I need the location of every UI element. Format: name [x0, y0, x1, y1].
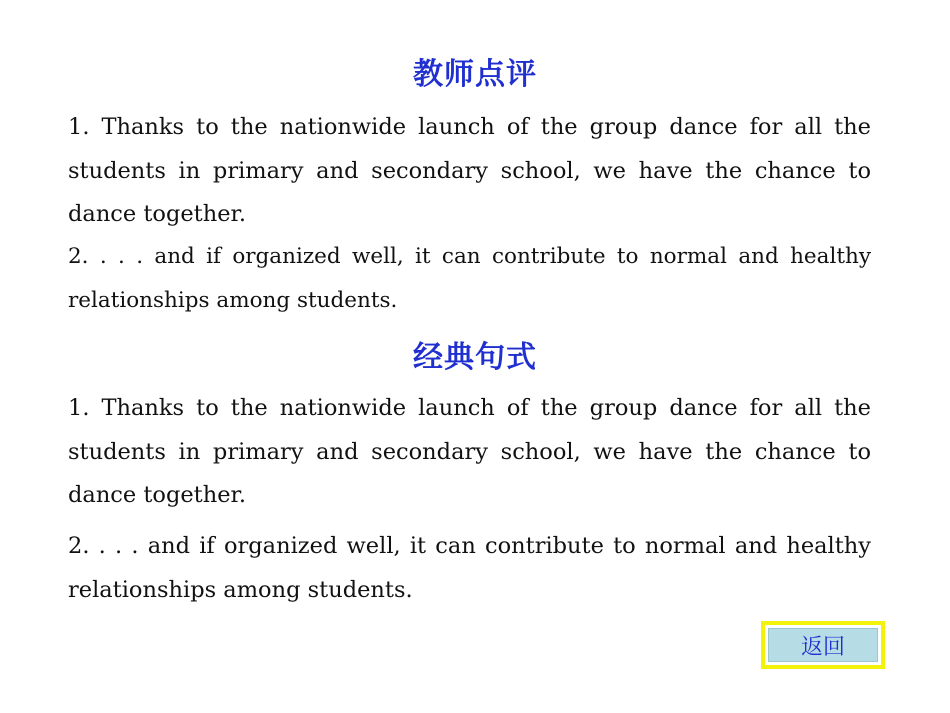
back-button[interactable]	[761, 621, 885, 669]
classic-sentence-item-1: 1. Thanks to the nationwide launch of the group dance for all the students in primary and secondary school, we have the chance to dance together.	[68, 395, 871, 508]
classic-sentence-item-2: 2. . . . and if organized well, it can contribute to normal and healthy relationships among students.	[68, 533, 871, 603]
teacher-comment-item-1: 1. Thanks to the nationwide launch of the group dance for all the students in primary and secondary school, we have the chance to dance together.	[68, 114, 871, 227]
teacher-comment-item-2: 2. . . . and if organized well, it can contribute to normal and healthy relationships among students.	[68, 244, 871, 313]
back-button-label: 返回	[768, 628, 878, 662]
classic-sentences-heading: 经典句式	[413, 340, 537, 375]
teacher-comment-heading: 教师点评	[413, 57, 537, 92]
